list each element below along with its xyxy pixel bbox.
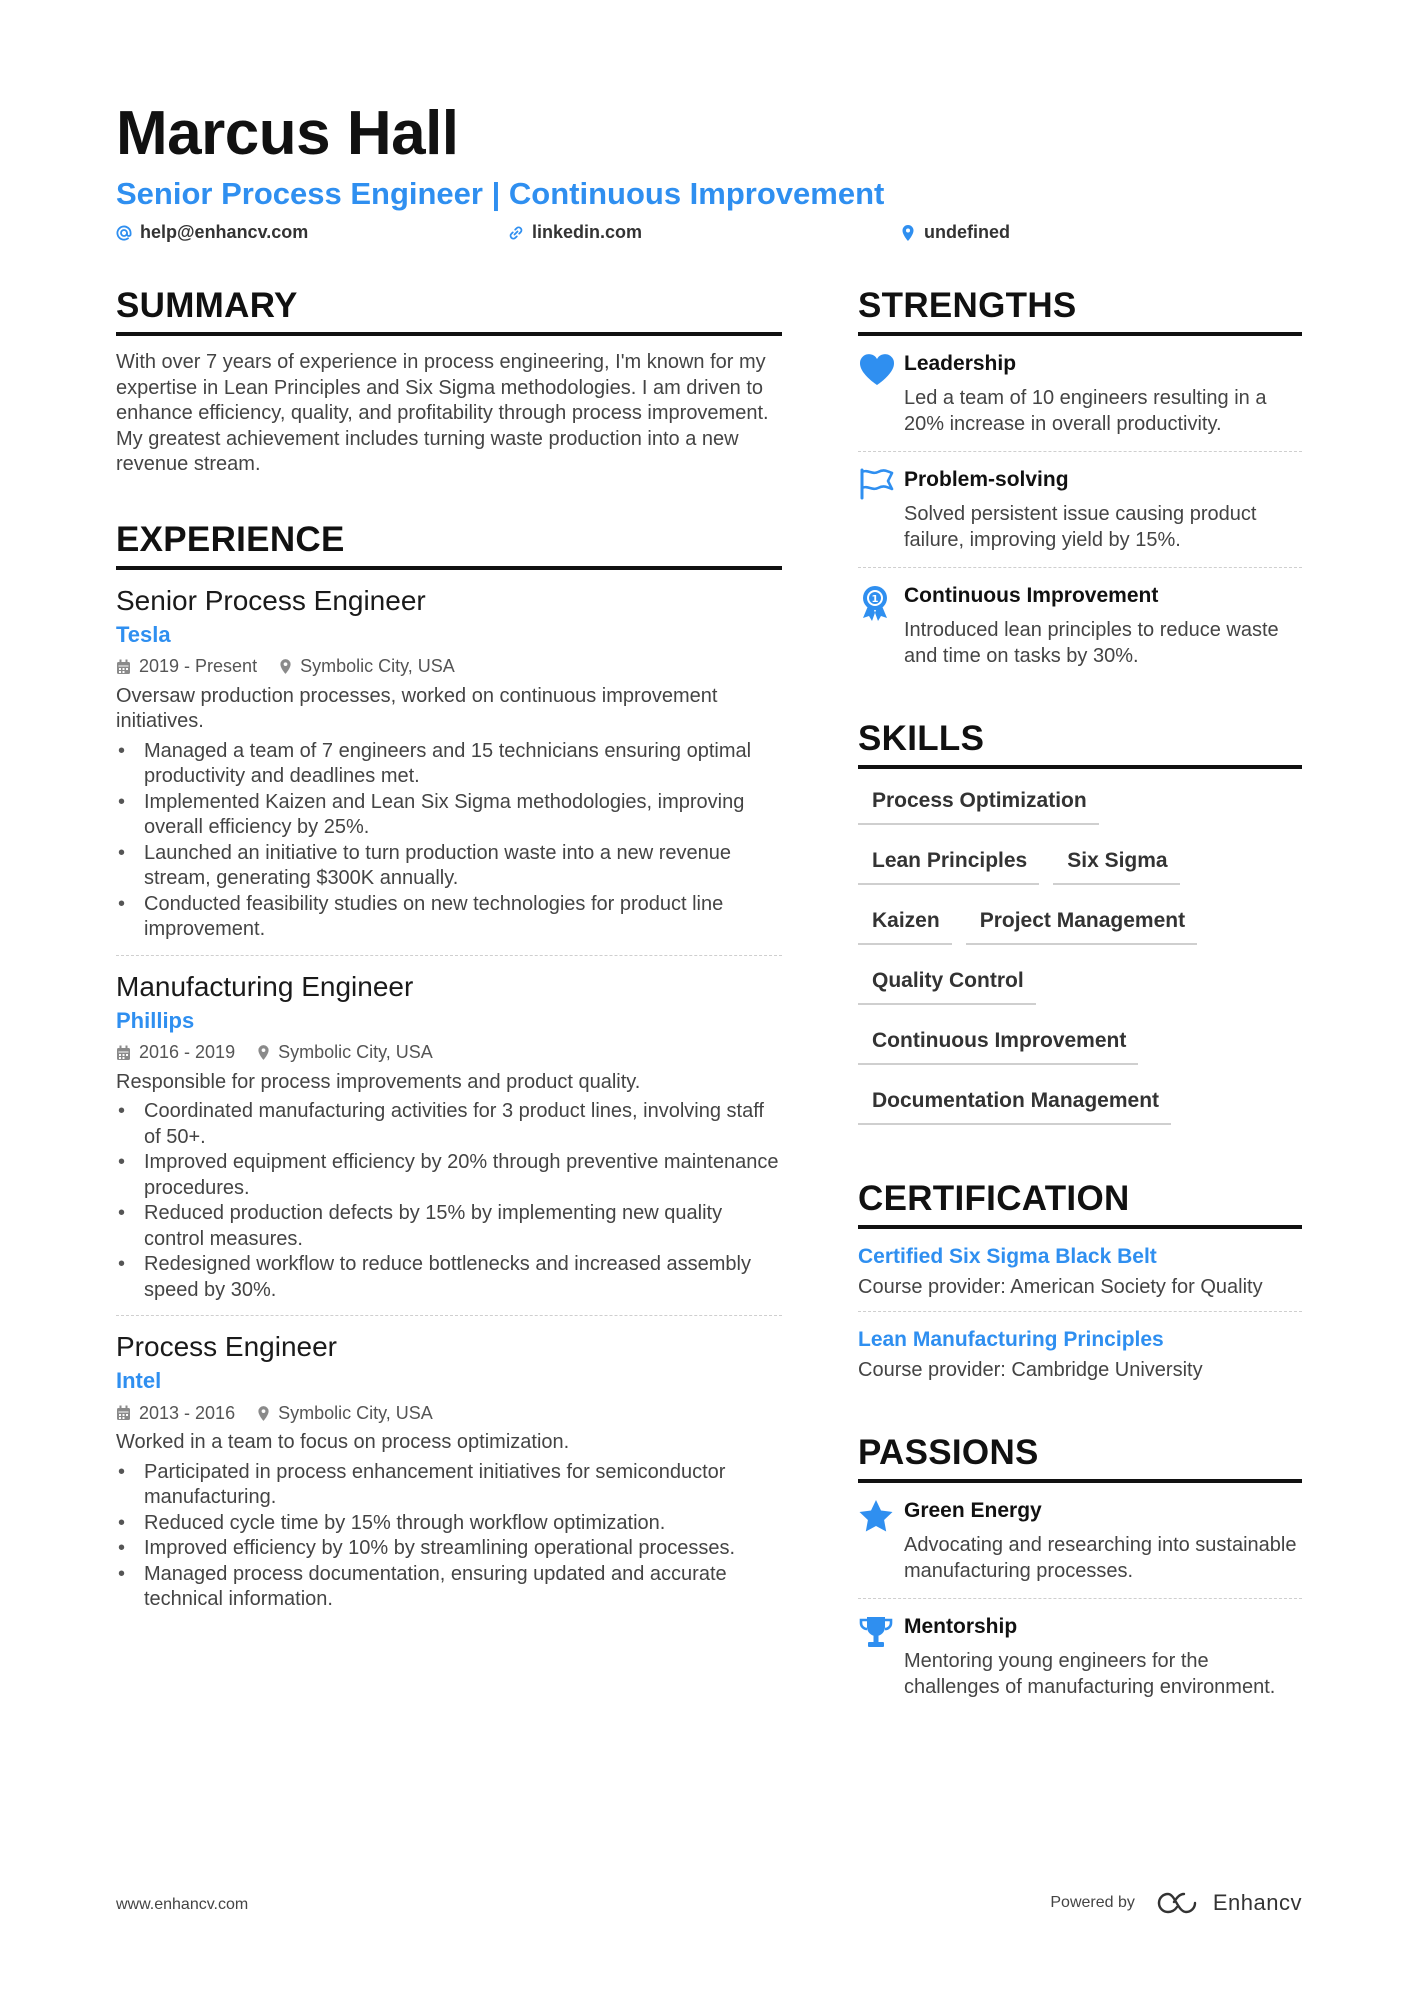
passion-description: Advocating and researching into sustainable manufacturing processes. — [904, 1534, 1297, 1582]
job-title: Process Engineer — [116, 1331, 338, 1362]
job-location-text: Symbolic City, USA — [300, 656, 455, 676]
job-description: Responsible for process improvements and product quality. — [116, 1070, 641, 1093]
company-name: Intel — [116, 1368, 162, 1393]
strength-item — [858, 568, 1302, 683]
job-bullet: • Launched an initiative to turn production waste into a new revenue stream, generating $300K annually. — [116, 841, 782, 892]
job-dates — [116, 1042, 235, 1063]
skill-tag: Continuous Improvement — [858, 1019, 1138, 1065]
certification-heading: CERTIFICATION — [858, 1179, 1302, 1229]
certification-title: Lean Manufacturing Principles — [858, 1327, 1164, 1351]
certification-title: Certified Six Sigma Black Belt — [858, 1245, 1157, 1268]
skill-tag: Kaizen — [858, 899, 952, 945]
powered-by-label: Powered by — [1050, 1894, 1135, 1911]
experience-section — [116, 520, 782, 1625]
passions-section — [858, 1433, 1302, 1714]
job-entry — [116, 956, 782, 1317]
job-description: Oversaw production processes, worked on continuous improvement initiatives. — [116, 684, 718, 732]
passion-item — [858, 1483, 1302, 1599]
job-meta — [116, 1400, 782, 1426]
strength-description: Solved persistent issue causing product failure, improving yield by 15%. — [904, 503, 1257, 551]
location-pin-icon — [257, 1405, 270, 1422]
passion-title: Mentorship — [904, 1615, 1018, 1638]
summary-text: With over 7 years of experience in process engineering, I'm known for my expertise in Lean Principles and Six Sigma methodologies. I am driven to enhance efficiency, quality, and profitability through process improvement. My greatest achievement includes turning waste production into a new revenue stream. — [116, 351, 769, 475]
contact-linkedin-text: linkedin.com — [532, 222, 643, 242]
strength-description: Introduced lean principles to reduce waste and time on tasks by 30%. — [904, 619, 1279, 667]
job-dates-text: 2013 - 2016 — [139, 1402, 236, 1423]
job-bullet: • Coordinated manufacturing activities for 3 product lines, involving staff of 50+. — [116, 1099, 782, 1150]
company-name: Phillips — [116, 1007, 195, 1033]
skills-section — [858, 719, 1302, 1139]
skill-tag: Quality Control — [858, 959, 1036, 1005]
job-bullet: • Improved equipment efficiency by 20% through preventive maintenance procedures. — [116, 1150, 782, 1201]
enhancv-logo-icon — [1157, 1891, 1203, 1915]
certification-provider: Course provider: Cambridge University — [858, 1358, 1203, 1381]
link-icon — [508, 224, 524, 242]
calendar-icon — [116, 659, 131, 675]
svg-text:1: 1 — [871, 594, 879, 605]
star-icon — [858, 1497, 904, 1584]
job-meta — [116, 1040, 782, 1066]
job-entry — [116, 1316, 782, 1625]
contact-linkedin[interactable] — [508, 222, 642, 243]
skill-tag: Project Management — [966, 899, 1197, 945]
job-bullet: • Redesigned workflow to reduce bottlenecks and increased assembly speed by 30%. — [116, 1252, 782, 1303]
contact-bar — [116, 222, 1306, 250]
enhancv-logo[interactable] — [1157, 1890, 1302, 1916]
strength-item — [858, 452, 1302, 568]
job-bullet: • Reduced production defects by 15% by implementing new quality control measures. — [116, 1201, 782, 1252]
page-footer — [116, 1890, 1302, 1920]
certification-section — [858, 1179, 1302, 1393]
job-location — [279, 656, 455, 677]
skill-tag: Lean Principles — [858, 839, 1039, 885]
job-bullet: • Reduced cycle time by 15% through workflow optimization. — [116, 1511, 782, 1537]
job-dates-text: 2019 - Present — [139, 656, 258, 676]
job-bullets — [116, 1460, 782, 1613]
job-description: Worked in a team to focus on process optimization. — [116, 1431, 570, 1453]
contact-email-text: help@enhancv.com — [140, 222, 309, 242]
candidate-name: Marcus Hall — [116, 99, 459, 168]
job-bullet: • Participated in process enhancement initiatives for semiconductor manufacturing. — [116, 1460, 782, 1511]
passion-item — [858, 1599, 1302, 1714]
resume-header — [116, 96, 1306, 250]
job-dates — [116, 1403, 235, 1424]
skill-tag: Process Optimization — [858, 779, 1099, 825]
job-location — [257, 1042, 433, 1063]
job-entry — [116, 570, 782, 956]
calendar-icon — [116, 1405, 131, 1421]
strength-title: Leadership — [904, 352, 1017, 375]
at-icon — [116, 224, 132, 242]
job-location-text: Symbolic City, USA — [278, 1042, 433, 1062]
passion-title: Green Energy — [904, 1499, 1042, 1522]
strength-description: Led a team of 10 engineers resulting in a 20% increase in overall productivity. — [904, 387, 1267, 435]
summary-section — [116, 286, 782, 478]
skills-list — [858, 779, 1302, 1139]
summary-heading: SUMMARY — [116, 286, 782, 336]
job-meta — [116, 654, 782, 680]
strength-title: Continuous Improvement — [904, 584, 1159, 607]
certification-provider: Course provider: American Society for Quality — [858, 1276, 1263, 1298]
skill-tag: Six Sigma — [1053, 839, 1179, 885]
heart-icon — [858, 350, 904, 437]
location-pin-icon — [279, 658, 292, 675]
company-name: Tesla — [116, 621, 171, 647]
left-column — [116, 286, 782, 1625]
award-ribbon-icon — [858, 582, 904, 669]
job-bullet: • Improved efficiency by 10% by streamlining operational processes. — [116, 1536, 782, 1562]
flag-icon — [858, 466, 904, 553]
job-bullet: • Managed a team of 7 engineers and 15 technicians ensuring optimal productivity and deadlines met. — [116, 739, 782, 790]
skills-heading: SKILLS — [858, 719, 1302, 769]
certification-item — [858, 1312, 1302, 1394]
location-pin-icon — [900, 224, 916, 242]
job-dates-text: 2016 - 2019 — [139, 1042, 236, 1062]
job-bullet: • Managed process documentation, ensuring updated and accurate technical information. — [116, 1562, 782, 1613]
calendar-icon — [116, 1045, 131, 1061]
skill-tag: Documentation Management — [858, 1079, 1171, 1125]
contact-location-text: undefined — [924, 222, 1010, 242]
experience-heading: EXPERIENCE — [116, 520, 782, 570]
footer-website[interactable]: www.enhancv.com — [116, 1896, 249, 1913]
job-dates — [116, 656, 257, 677]
strength-title: Problem-solving — [904, 468, 1069, 491]
footer-branding — [1050, 1890, 1302, 1916]
job-location — [257, 1403, 433, 1424]
brand-name: Enhancv — [1212, 1890, 1302, 1915]
job-title: Senior Process Engineer — [116, 584, 426, 616]
candidate-title: Senior Process Engineer | Continuous Improvement — [116, 176, 885, 211]
passion-description: Mentoring young engineers for the challenges of manufacturing environment. — [904, 1650, 1276, 1698]
job-bullets — [116, 1099, 782, 1303]
job-location-text: Symbolic City, USA — [278, 1402, 433, 1423]
strengths-heading: STRENGTHS — [858, 286, 1302, 336]
right-column — [858, 286, 1302, 1714]
job-title: Manufacturing Engineer — [116, 970, 414, 1002]
contact-location — [900, 222, 1010, 243]
strength-item — [858, 336, 1302, 452]
location-pin-icon — [257, 1044, 270, 1061]
job-bullet: • Implemented Kaizen and Lean Six Sigma methodologies, improving overall efficiency by 25%. — [116, 790, 782, 841]
trophy-icon — [858, 1613, 904, 1700]
contact-email[interactable] — [116, 222, 308, 243]
certification-item — [858, 1229, 1302, 1312]
passions-heading: PASSIONS — [858, 1433, 1302, 1483]
strengths-section — [858, 286, 1302, 683]
job-bullets — [116, 739, 782, 943]
job-bullet: • Conducted feasibility studies on new technologies for product line improvement. — [116, 892, 782, 943]
